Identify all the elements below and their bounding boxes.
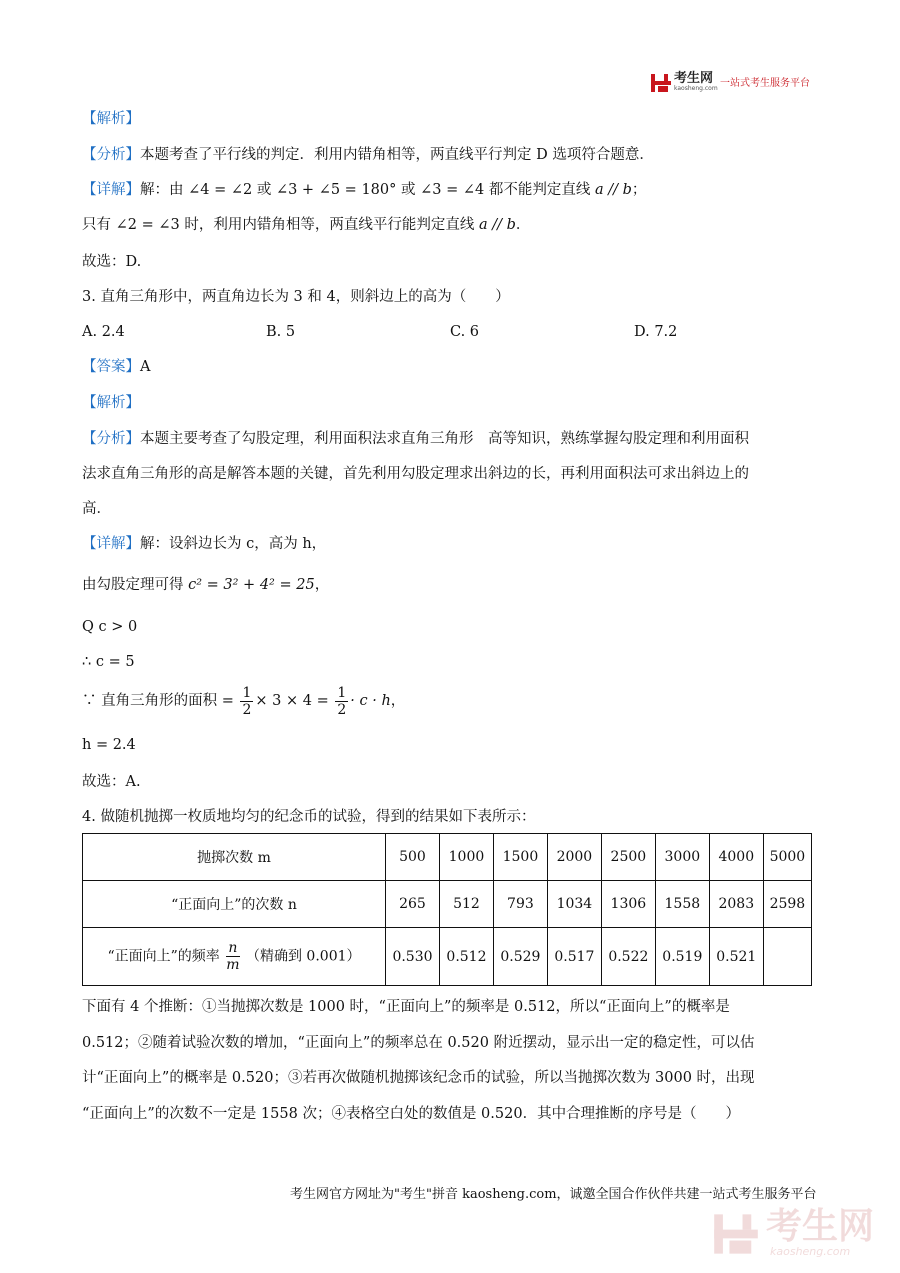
q4-para-l4: “正面向上”的次数不一定是 1558 次；④表格空白处的数值是 0.520．其中合理推断的序号是（ ） — [82, 1106, 741, 1122]
q3-step3-post: · c · h — [350, 693, 391, 709]
q3-answer-line — [82, 357, 150, 377]
q2-or1: 或 — [256, 182, 272, 198]
q2-line2-pre: 只有 — [82, 217, 111, 233]
q3-xiangjie-text: 解：设斜边长为 c，高为 h， — [140, 536, 327, 552]
q3-half-fraction-2 — [335, 685, 348, 718]
q4-question: 4. 做随机抛掷一枚质地均匀的纪念币的试验，得到的结果如下表所示： — [82, 809, 536, 825]
q3-half-fraction-1 — [240, 685, 253, 718]
q2-xiangjie-tag: 【详解】 — [82, 182, 140, 198]
q2-expr1: ∠4 = ∠2 — [188, 182, 253, 198]
table-cell — [763, 928, 811, 986]
q2-line2-post: 时，利用内错角相等，两直线平行能判定直线 — [184, 217, 475, 233]
table-row-label — [83, 928, 386, 986]
q2-xiangjie-pre: 解：由 — [140, 182, 184, 198]
table-cell: 0.529 — [493, 928, 547, 986]
table-cell: 793 — [493, 881, 547, 928]
q3-comma-2: ， — [390, 693, 406, 709]
q4-para-l3: 计“正面向上”的概率是 0.520；③若再次做随机抛掷该纪念币的试验，所以当抛掷次数为 3000 时，出现 — [82, 1070, 755, 1086]
header-logo-block — [650, 72, 820, 94]
kaosheng-logo-icon — [650, 72, 672, 94]
table-cell: 1000 — [439, 834, 493, 881]
q3-answer: A — [140, 359, 151, 375]
q3-option-c: C. 6 — [450, 324, 480, 340]
q3-step3 — [82, 683, 405, 719]
table-cell: 265 — [386, 881, 440, 928]
q3-comma: ， — [314, 577, 330, 593]
table-cell: 1558 — [655, 881, 709, 928]
header-brand-domain: kaosheng.com — [674, 85, 718, 92]
table-row-label: “正面向上”的次数 n — [83, 881, 386, 928]
page-footer: 考生网官方网址为"考生"拼音 kaosheng.com，诚邀全国合作伙伴共建一站式考生服务平台 — [290, 1187, 817, 1202]
q3-answer-tag: 【答案】 — [82, 359, 140, 375]
q3-step4: h = 2.4 — [82, 737, 136, 753]
table-cell: 0.512 — [439, 928, 493, 986]
q2-line2 — [82, 215, 530, 235]
q3-jiexi-tag: 【解析】 — [82, 395, 140, 411]
q2-expr2: ∠3 + ∠5 = 180° — [275, 182, 397, 198]
q2-parallel1: a // b — [594, 182, 632, 198]
q2-expr3: ∠3 = ∠4 — [420, 182, 485, 198]
q3-option-b: B. 5 — [266, 324, 296, 340]
q3-answer-final: 故选：A. — [82, 774, 141, 790]
q3-fenxi-line1 — [82, 429, 749, 449]
table-cell: 0.519 — [655, 928, 709, 986]
q2-fenxi-tag: 【分析】 — [82, 147, 140, 163]
q2-parallel2: a // b — [478, 217, 516, 233]
q3-option-d: D. 7.2 — [634, 324, 678, 340]
q2-xiangjie-line — [82, 180, 646, 200]
q3-frac2-den: 2 — [337, 701, 347, 718]
q3-step2: ∴ c = 5 — [82, 654, 135, 670]
q3-fenxi-l2: 法求直角三角形的高是解答本题的关键，首先利用勾股定理求出斜边的长，再利用面积法可求出斜边上的 — [82, 466, 749, 482]
q3-fenxi-l1: 本题主要考查了勾股定理，利用面积法求直角三角形 高等知识，熟练掌握勾股定理和利用面积 — [140, 431, 749, 447]
table-cell: 3000 — [655, 834, 709, 881]
q3-step3-mid: × 3 × 4 = — [255, 693, 329, 709]
n-over-m-fraction — [226, 940, 239, 973]
table-cell: 1034 — [547, 881, 601, 928]
q2-jiexi-tag: 【解析】 — [82, 111, 140, 127]
q3-question: 3. 直角三角形中，两直角边长为 3 和 4，则斜边上的高为（ ） — [82, 289, 510, 305]
table-cell: 500 — [386, 834, 440, 881]
q3-step3-pre: ∵ 直角三角形的面积 = — [82, 693, 234, 709]
q2-or2: 或 — [400, 182, 416, 198]
q2-expr4: ∠2 = ∠3 — [115, 217, 180, 233]
q4-results-table — [82, 833, 812, 986]
table-cell: 0.522 — [601, 928, 655, 986]
table-cell: 2083 — [709, 881, 763, 928]
table-row — [83, 928, 812, 986]
table-cell: 2000 — [547, 834, 601, 881]
q2-fenxi-text: 本题考查了平行线的判定．利用内错角相等，两直线平行判定 D 选项符合题意． — [140, 147, 654, 163]
table-cell: 0.517 — [547, 928, 601, 986]
q4-para-l2: 0.512；②随着试验次数的增加，“正面向上”的频率总在 0.520 附近摆动，显示出一定的稳定性，可以估 — [82, 1035, 755, 1051]
q3-pyth-expr: c² = 3² + 4² = 25 — [188, 577, 315, 593]
q2-period: ． — [515, 217, 531, 233]
watermark-text: 考生网 — [766, 1206, 875, 1247]
q2-xiangjie-post: 都不能判定直线 — [488, 182, 591, 198]
table-cell: 0.521 — [709, 928, 763, 986]
q3-fenxi-l3: 高． — [82, 501, 111, 517]
watermark — [712, 1206, 882, 1262]
q2-semi: ； — [631, 182, 647, 198]
watermark-domain: kaosheng.com — [770, 1245, 851, 1258]
q4-para-l1: 下面有 4 个推断：①当抛掷次数是 1000 时，“正面向上”的频率是 0.512，所以“正面向上”的概率是 — [82, 999, 730, 1015]
q3-fenxi-tag: 【分析】 — [82, 431, 140, 447]
header-slogan: 一站式考生服务平台 — [720, 78, 810, 89]
q3-frac1-den: 2 — [242, 701, 252, 718]
header-brand-name: 考生网 — [674, 71, 714, 86]
q3-frac1-num: 1 — [242, 684, 252, 701]
row3-label-post: （精确到 0.001） — [245, 948, 361, 965]
frac-num-n: n — [226, 940, 239, 957]
q3-option-a: A. 2.4 — [82, 324, 125, 340]
table-cell: 0.530 — [386, 928, 440, 986]
table-cell: 2500 — [601, 834, 655, 881]
q3-frac2-num: 1 — [337, 684, 347, 701]
q2-answer-line: 故选：D. — [82, 254, 142, 270]
q3-xiangjie-tag: 【详解】 — [82, 536, 140, 552]
table-row-label: 抛掷次数 m — [83, 834, 386, 881]
q3-pyth-pre: 由勾股定理可得 — [82, 577, 184, 593]
table-cell: 1306 — [601, 881, 655, 928]
frac-den-m: m — [226, 957, 240, 973]
q2-fenxi-line — [82, 145, 654, 165]
table-cell: 2598 — [763, 881, 811, 928]
table-cell: 1500 — [493, 834, 547, 881]
table-row — [83, 881, 812, 928]
q3-xiangjie-line — [82, 534, 326, 554]
watermark-logo-icon — [712, 1208, 760, 1260]
table-cell: 4000 — [709, 834, 763, 881]
table-cell: 512 — [439, 881, 493, 928]
q3-pyth-line — [82, 575, 329, 595]
table-cell: 5000 — [763, 834, 811, 881]
row3-label-pre: “正面向上”的频率 — [107, 948, 220, 965]
table-row — [83, 834, 812, 881]
q3-step1: Q c > 0 — [82, 619, 138, 635]
